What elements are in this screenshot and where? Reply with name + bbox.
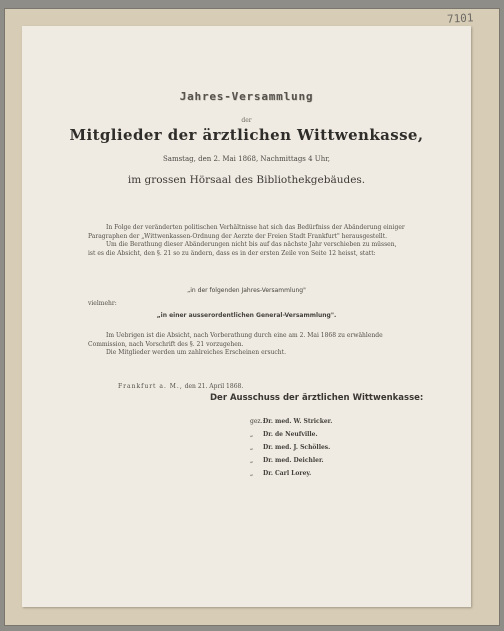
signer-name: Dr. Carl Lorey. [263, 470, 312, 477]
signer-name: Dr. de Neufville. [263, 431, 318, 438]
paragraph-amendment [88, 224, 440, 258]
signer-prefix: „ [250, 457, 254, 464]
main-title: Mitglieder der ärztlichen Wittwenkasse, [69, 126, 424, 144]
signer-prefix: „ [250, 444, 254, 451]
quote-old-wording: „in der folgenden Jahres-Versammlung" [187, 287, 306, 294]
committee-heading: Der Ausschuss der ärztlichen Wittwenkasse: [210, 393, 424, 403]
signer-row [250, 467, 332, 480]
signer-name: Dr. med. J. Schölles. [263, 444, 331, 451]
paragraph-line: Um die Berathung dieser Abänderungen nicht bis auf das nächste Jahr verschieben zu müssen, [106, 241, 397, 248]
location-line: im grossen Hörsaal des Bibliothekgebäudes. [127, 174, 366, 186]
ornamental-title: Jahres-Versammlung [179, 90, 314, 103]
paragraph-line: In Folge der veränderten politischen Verhältnisse hat sich das Bedürfniss der Abänderung einiger [106, 224, 405, 231]
paragraph-line: ist es die Absicht, den §. 21 so zu ändern, dass es in der ersten Zeile von Seite 12 heisst, statt: [88, 249, 376, 257]
signer-row [250, 441, 332, 454]
date: den 21. April 1868. [184, 383, 244, 390]
paragraph-line: Im Uebrigen ist die Absicht, nach Vorberathung durch eine am 2. Mai 1868 zu erwählende [106, 332, 383, 339]
signer-prefix: „ [250, 431, 254, 438]
archive-number: 7101 [446, 11, 474, 26]
paragraph-line: Die Mitglieder werden um zahlreiches Erscheinen ersucht. [106, 349, 286, 356]
signer-name: Dr. med. W. Stricker. [263, 418, 333, 425]
paragraph-line: Paragraphen der „Wittwenkassen-Ordnung der Aerzte der Freien Stadt Frankfurt" herausgestellt. [88, 232, 388, 240]
title-connector: der [241, 117, 252, 124]
vielmehr-label: vielmehr: [88, 300, 117, 307]
signer-prefix: „ [250, 470, 254, 477]
signer-name: Dr. med. Deichler. [263, 457, 324, 464]
place-date [118, 383, 243, 390]
signer-row [250, 454, 332, 467]
quote-new-wording: „in einer ausserordentlichen General-Versammlung". [156, 312, 337, 319]
paragraph-procedure [88, 332, 440, 358]
signer-list [250, 415, 333, 480]
place: Frankfurt a. M., [118, 383, 183, 390]
paragraph-line: Commission, nach Vorschrift des §. 21 vorzugehen. [88, 340, 244, 348]
document-sheet [22, 26, 471, 607]
signer-row [250, 428, 332, 441]
signer-prefix: gez.: [250, 418, 265, 425]
date-line: Samstag, den 2. Mai 1868, Nachmittags 4 Uhr, [162, 155, 331, 163]
signer-row [250, 415, 333, 428]
